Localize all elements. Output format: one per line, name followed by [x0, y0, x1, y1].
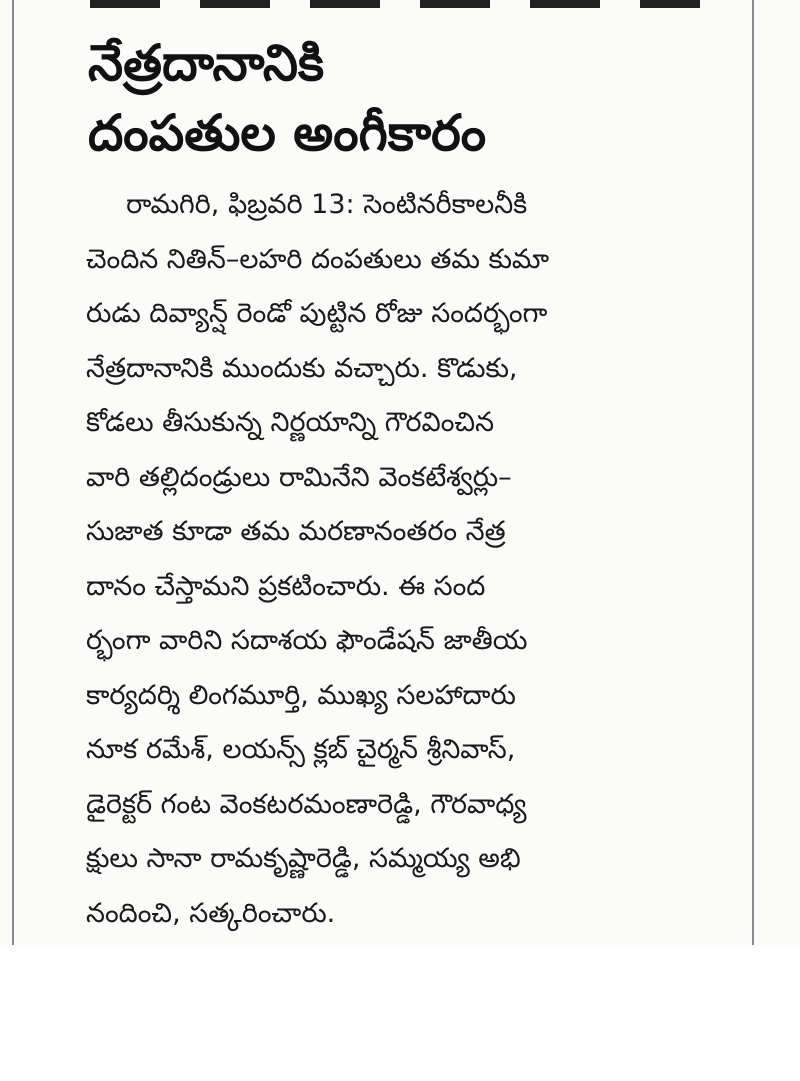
body-line-8: దానం చేస్తామని ప్రకటించారు. ఈ సంద: [86, 570, 486, 602]
body-line-2: చెందిన నితిన్–లహరి దంపతులు తమ కుమా: [86, 243, 550, 275]
body-line-13: క్షులు సానా రామకృష్ణారెడ్డి, సమ్మయ్య అభి: [86, 843, 521, 874]
body-line-12: డైరెక్టర్ గంట వెంకటరమంణారెడ్డి, గౌరవాధ్య: [86, 788, 527, 820]
body-line-14: నందించి, సత్కరించారు.: [86, 897, 336, 929]
column-rule-left: [12, 0, 14, 945]
body-line-11: నూక రమేశ్, లయన్స్ క్లబ్ చైర్మన్ శ్రీనివాస్,: [86, 734, 516, 765]
column-rule-right: [752, 0, 754, 945]
article-body: [86, 178, 730, 941]
body-line-5: కోడలు తీసుకున్న నిర్ణయాన్ని గౌరవించిన: [86, 407, 495, 438]
headline-line-2: దంపతుల అంగీకారం: [88, 104, 487, 162]
cut-off-previous-line: [90, 0, 700, 8]
headline-line-1: నేత్రదానానికి: [88, 34, 325, 92]
body-line-6: వారి తల్లిదండ్రులు రామినేని వెంకటేశ్వర్లు–: [86, 461, 512, 493]
body-line-7: సుజాత కూడా తమ మరణానంతరం నేత్ర: [86, 516, 506, 547]
body-line-1: రామగిరి, ఫిబ్రవరి 13: సెంటినరీకాలనీకి: [126, 189, 528, 220]
body-line-10: కార్యదర్శి లింగమూర్తి, ముఖ్య సలహాదారు: [86, 679, 516, 711]
body-line-4: నేత్రదానానికి ముందుకు వచ్చారు. కొడుకు,: [86, 352, 518, 384]
article-headline: [88, 28, 728, 168]
body-line-9: ర్భంగా వారిని సదాశయ ఫౌండేషన్ జాతీయ: [86, 625, 528, 656]
body-line-3: రుడు దివ్యాన్ష్ రెండో పుట్టిన రోజు సందర్భంగా: [86, 298, 548, 329]
